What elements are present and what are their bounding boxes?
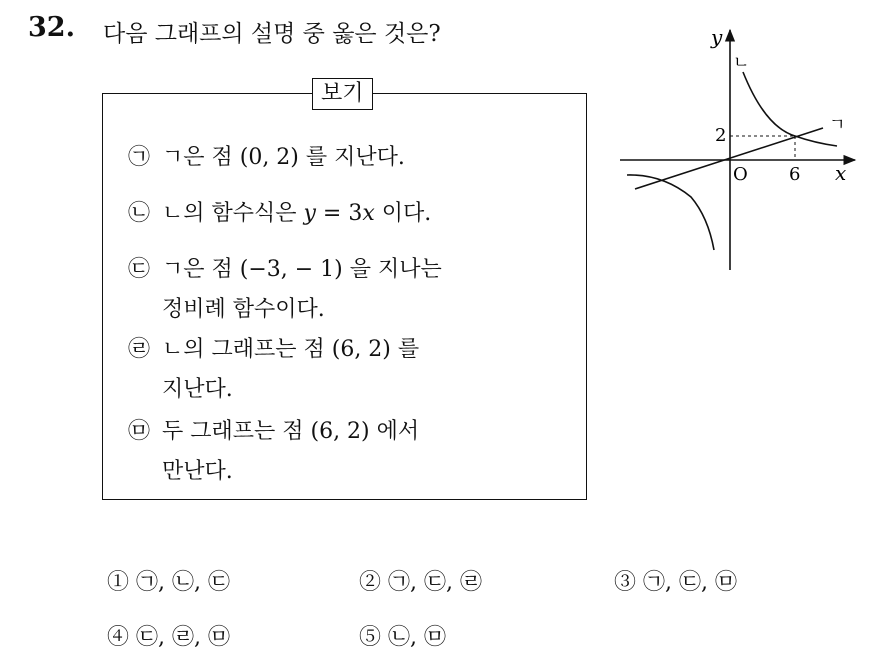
choice-3[interactable] [614,565,737,596]
item-text: ㄱ은 점 (0, 2) 를 지난다. [162,145,405,170]
box-item-4 [128,330,419,410]
line-label-giyeok: ㄱ [829,115,846,135]
box-item-1 [128,138,405,178]
box-item-3 [128,250,442,330]
function-graph [615,22,865,277]
box-item-2 [128,194,431,234]
box-item-5 [128,412,419,492]
choice-2[interactable] [359,565,482,596]
choice-4[interactable] [107,620,230,651]
choice-text: ㉡, ㉤ [388,625,447,650]
question-number: 32. [28,12,75,43]
choice-5[interactable] [359,620,446,651]
choice-number: ① [107,570,130,595]
math-var-x: x [362,201,375,226]
example-box-title: 보기 [312,78,373,110]
choice-text: ㉠, ㉢, ㉤ [643,570,737,595]
item-text: ㄱ은 점 (−3, − 1) 을 지나는 [162,257,442,282]
choice-number: ② [359,570,382,595]
choice-1[interactable] [107,565,230,596]
math-eq: = 3 [315,201,363,226]
item-text: ㄴ의 그래프는 점 (6, 2) 를 [162,337,420,362]
item-marker: ㉣ [128,337,151,362]
item-marker: ㉠ [128,145,151,170]
item-marker: ㉡ [128,201,151,226]
item-text-line2: 정비례 함수이다. [162,297,325,322]
choice-number: ④ [107,625,130,650]
tick-x-6: 6 [789,164,801,185]
item-marker: ㉢ [128,257,151,282]
y-axis-label: y [711,25,723,49]
hyperbola-label-nieun: ㄴ [733,53,750,73]
origin-label: O [733,164,748,185]
item-text-pre: ㄴ의 함수식은 [162,201,304,226]
item-text: 두 그래프는 점 (6, 2) 에서 [162,419,420,444]
choice-text: ㉠, ㉢, ㉣ [388,570,482,595]
item-marker: ㉤ [128,419,151,444]
item-text-post: 이다. [374,201,432,226]
choice-text: ㉠, ㉡, ㉢ [136,570,230,595]
x-axis-label: x [835,161,847,185]
choice-number: ③ [614,570,637,595]
math-var-y: y [303,201,316,226]
choice-number: ⑤ [359,625,382,650]
hyperbola-branch-q3 [627,175,714,250]
hyperbola-branch-q1 [743,72,837,146]
item-text-line2: 만난다. [162,459,233,484]
choice-text: ㉢, ㉣, ㉤ [136,625,230,650]
item-text-line2: 지난다. [162,377,233,402]
tick-y-2: 2 [715,125,727,146]
question-text: 다음 그래프의 설명 중 옳은 것은? [103,21,441,47]
